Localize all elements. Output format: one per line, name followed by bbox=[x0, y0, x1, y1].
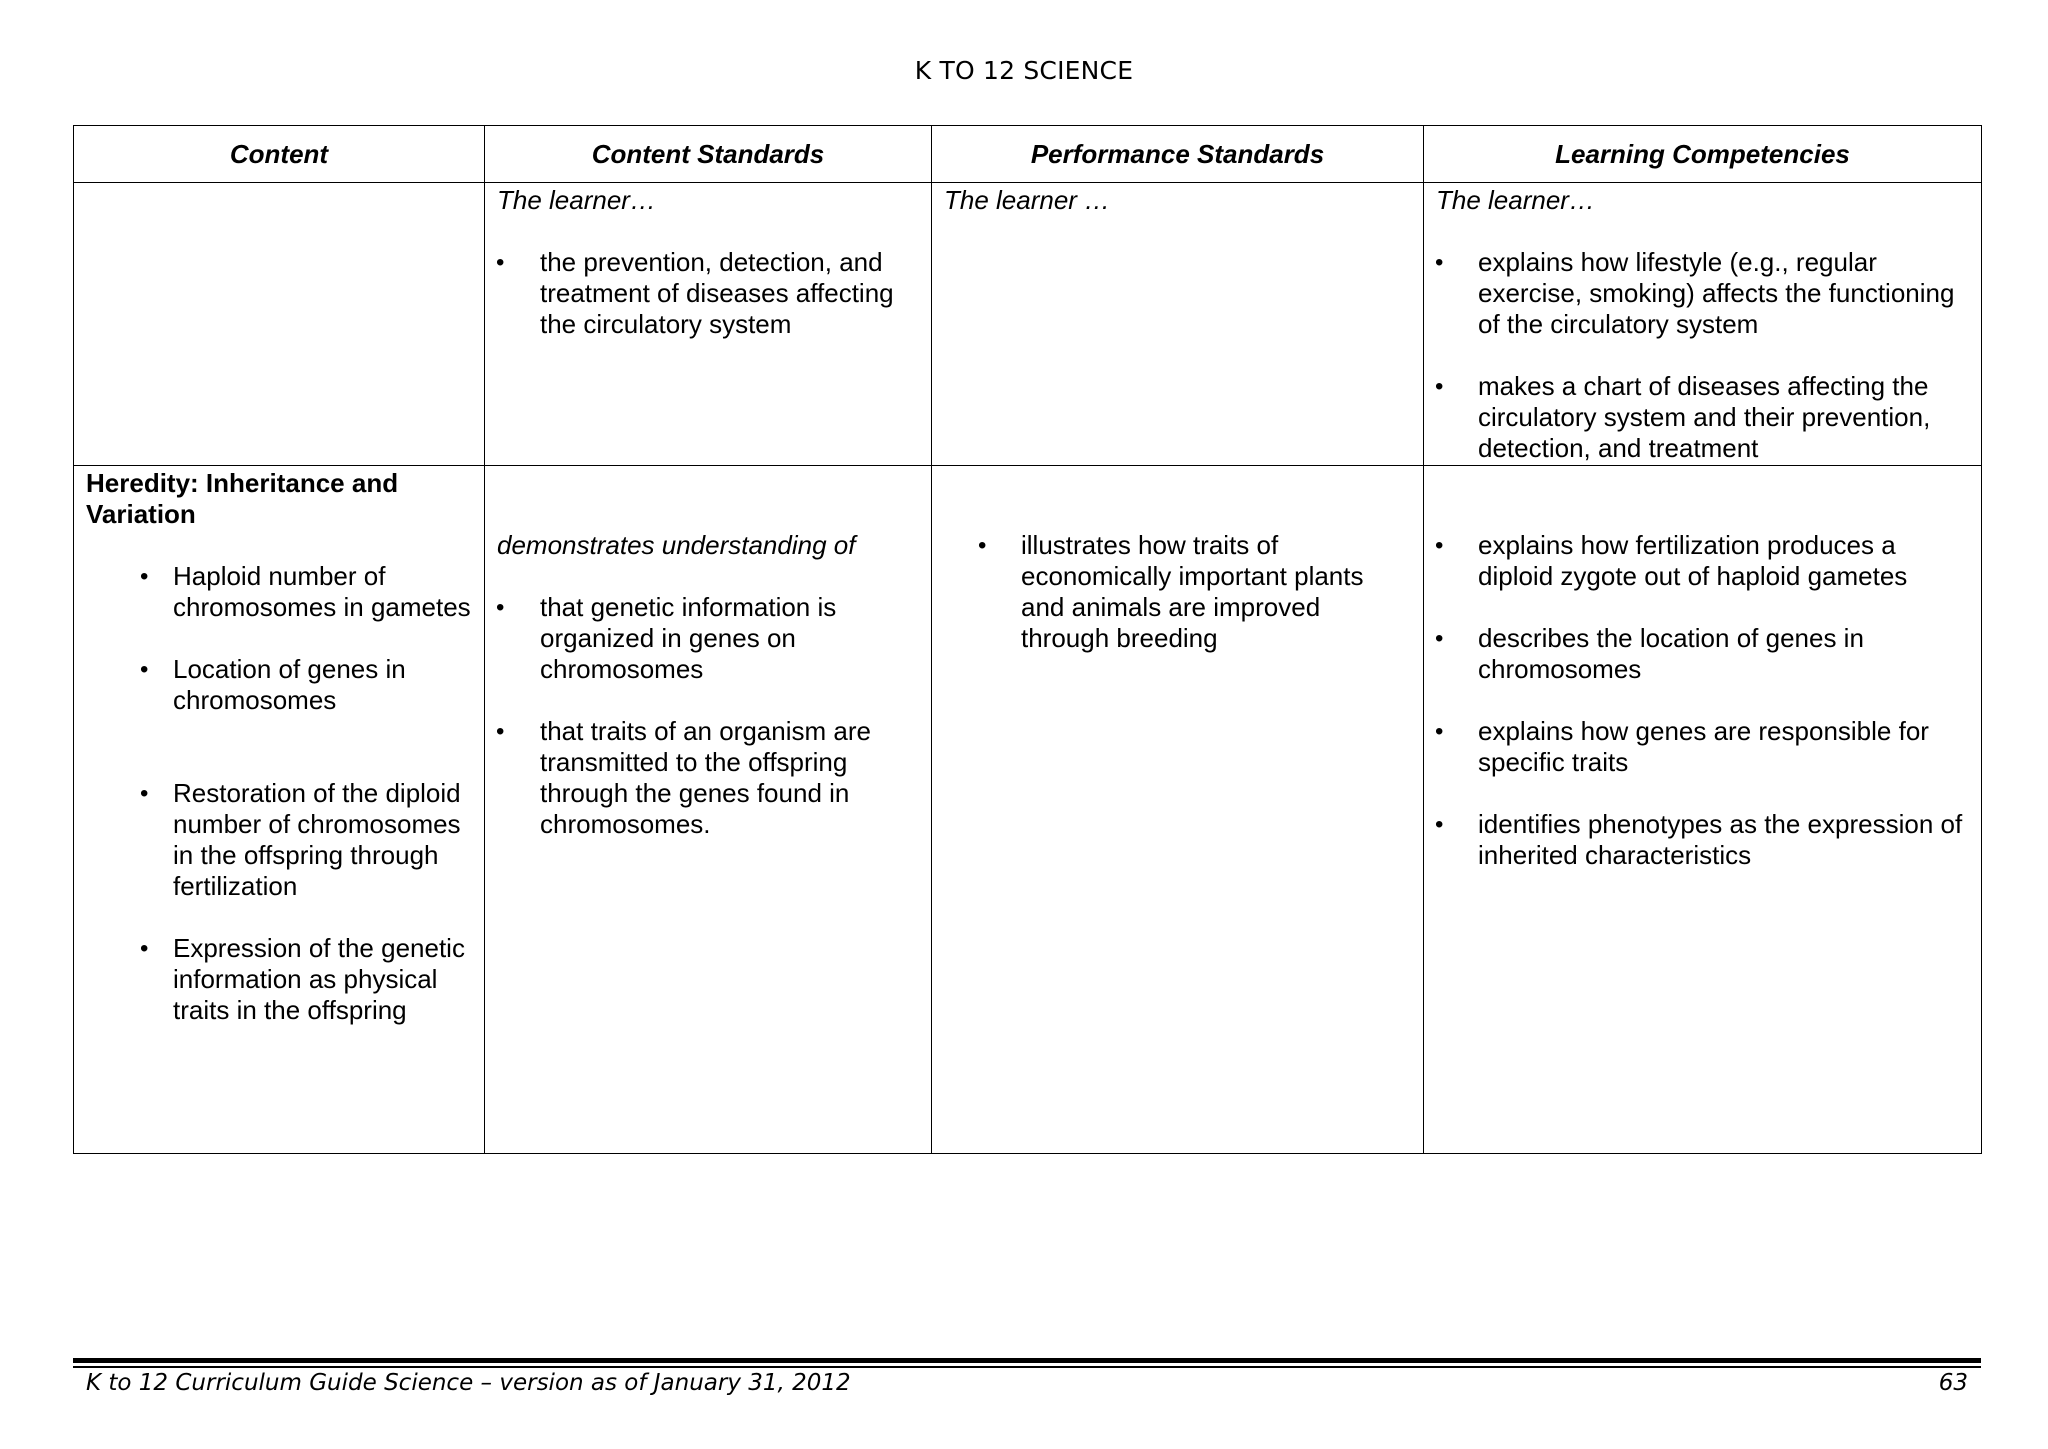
footer-rule bbox=[73, 1366, 1981, 1368]
list-item: • describes the location of genes in chromosomes bbox=[1436, 623, 1971, 685]
list-item: • Expression of the genetic information as physical traits in the offspring bbox=[86, 933, 474, 1026]
performance-standards-list bbox=[944, 530, 1413, 654]
page-header: K TO 12 SCIENCE bbox=[914, 56, 1134, 85]
list-item: • explains how genes are responsible for specific traits bbox=[1436, 716, 1971, 778]
content-standards-list bbox=[497, 247, 921, 340]
table-row bbox=[74, 183, 1982, 466]
header-performance-standards: Performance Standards bbox=[932, 126, 1424, 183]
learning-competencies-list bbox=[1436, 247, 1971, 464]
learner-intro: The learner… bbox=[497, 185, 656, 215]
list-item: • that genetic information is organized in genes on chromosomes bbox=[497, 592, 921, 685]
content-standards-list bbox=[497, 592, 921, 840]
list-item: • that traits of an organism are transmitted to the offspring through the genes found in chromosomes. bbox=[497, 716, 921, 840]
content-list bbox=[86, 561, 474, 1026]
page-number: 63 bbox=[1938, 1370, 1968, 1396]
header-learning-competencies: Learning Competencies bbox=[1424, 126, 1982, 183]
content-cell bbox=[74, 183, 485, 466]
list-item: • identifies phenotypes as the expression of inherited characteristics bbox=[1436, 809, 1971, 871]
learning-competencies-list bbox=[1436, 530, 1971, 871]
content-standards-cell bbox=[485, 466, 932, 1154]
learner-intro: The learner … bbox=[944, 185, 1111, 215]
footer-rule bbox=[73, 1358, 1981, 1363]
learning-competencies-cell bbox=[1424, 183, 1982, 466]
content-cell bbox=[74, 466, 485, 1154]
list-item: • explains how fertilization produces a diploid zygote out of haploid gametes bbox=[1436, 530, 1971, 592]
performance-standards-cell bbox=[932, 183, 1424, 466]
footer-title: K to 12 Curriculum Guide Science – version as of January 31, 2012 bbox=[86, 1370, 851, 1396]
list-item: • explains how lifestyle (e.g., regular exercise, smoking) affects the functioning of the circulatory system bbox=[1436, 247, 1971, 340]
content-standards-cell bbox=[485, 183, 932, 466]
standards-intro: demonstrates understanding of bbox=[497, 530, 856, 560]
list-item: • illustrates how traits of economically important plants and animals are improved through breeding bbox=[944, 530, 1413, 654]
table-row bbox=[74, 466, 1982, 1154]
learning-competencies-cell bbox=[1424, 466, 1982, 1154]
table-header-row bbox=[74, 126, 1982, 183]
performance-standards-cell bbox=[932, 466, 1424, 1154]
learner-intro: The learner… bbox=[1436, 185, 1595, 215]
topic-title: Heredity: Inheritance and Variation bbox=[86, 468, 399, 529]
list-item: • the prevention, detection, and treatment of diseases affecting the circulatory system bbox=[497, 247, 921, 340]
list-item: • Restoration of the diploid number of chromosomes in the offspring through fertilization bbox=[86, 778, 474, 902]
header-content-standards: Content Standards bbox=[485, 126, 932, 183]
list-item: • Location of genes in chromosomes bbox=[86, 654, 474, 716]
header-content: Content bbox=[74, 126, 485, 183]
curriculum-table bbox=[73, 125, 1982, 1154]
list-item: • Haploid number of chromosomes in gametes bbox=[86, 561, 474, 623]
list-item: • makes a chart of diseases affecting the circulatory system and their prevention, detection, and treatment bbox=[1436, 371, 1971, 464]
